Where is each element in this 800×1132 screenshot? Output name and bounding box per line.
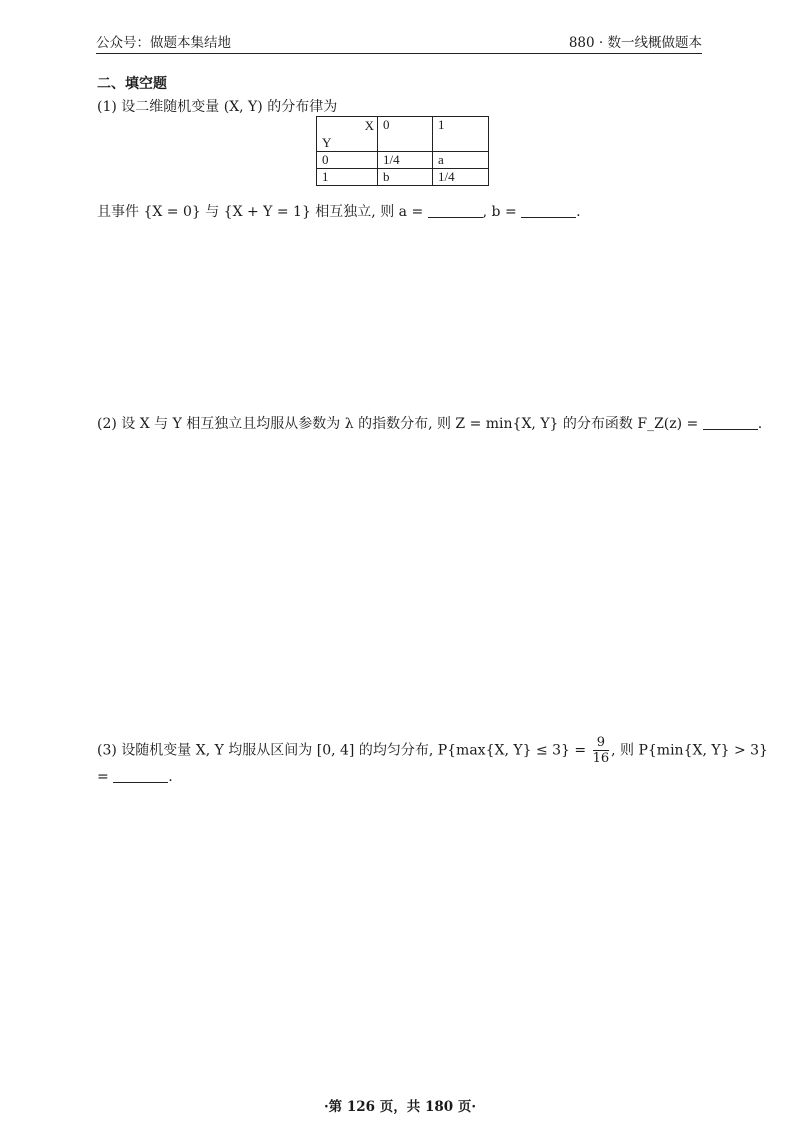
table-row-header: 1 xyxy=(317,169,378,186)
answer-blank-a[interactable] xyxy=(428,203,483,218)
section-title: 二、填空题 xyxy=(97,76,167,92)
q1-mid: , b = xyxy=(482,204,517,220)
table-cell: b xyxy=(378,169,433,186)
table-row-header: 0 xyxy=(317,152,378,169)
table-row xyxy=(317,152,489,169)
q1-stem: (1) 设二维随机变量 (X, Y) 的分布律为 xyxy=(97,99,338,115)
q3-line xyxy=(97,735,768,766)
page-footer: ·第 126 页，共 180 页· xyxy=(323,1099,477,1115)
header-source: 公众号：做题本集结地 xyxy=(96,35,231,51)
q2-text: (2) 设 X 与 Y 相互独立且均服从参数为 λ 的指数分布, 则 Z = min{X, Y} 的分布函数 F_Z(z) = xyxy=(97,416,699,432)
q2-end: . xyxy=(757,416,763,432)
q1-condition-line xyxy=(97,203,581,221)
answer-blank-fz[interactable] xyxy=(703,415,758,430)
q3-end: . xyxy=(168,769,173,785)
answer-blank-min[interactable] xyxy=(113,768,168,783)
fraction xyxy=(593,735,610,766)
q3-text-a: (3) 设随机变量 X, Y 均服从区间为 [0, 4] 的均匀分布, P{max{X, Y} ≤ 3} = xyxy=(97,742,587,759)
header-book-title: 880 · 数一线概做题本 xyxy=(568,35,702,51)
table-col-header: 0 xyxy=(378,117,433,152)
page-header xyxy=(96,35,702,54)
table-header-row xyxy=(317,117,489,152)
q3-line-2 xyxy=(97,768,173,786)
q3-text-b: , 则 P{min{X, Y} > 3} xyxy=(611,742,768,759)
fraction-numerator: 9 xyxy=(593,735,610,751)
answer-blank-b[interactable] xyxy=(521,203,576,218)
q3-equals: = xyxy=(97,769,109,785)
table-corner-cell xyxy=(317,117,378,152)
q1-end: . xyxy=(576,204,581,220)
table-header-x: X xyxy=(364,118,374,133)
table-header-y: Y xyxy=(322,135,332,150)
table-cell: 1/4 xyxy=(378,152,433,169)
table-cell: 1/4 xyxy=(433,169,489,186)
fraction-denominator: 16 xyxy=(592,751,610,766)
table-col-header: 1 xyxy=(433,117,489,152)
q2-line xyxy=(97,415,762,433)
table-cell: a xyxy=(433,152,489,169)
distribution-table xyxy=(316,116,489,186)
q1-condition: 且事件 {X = 0} 与 {X + Y = 1} 相互独立, 则 a = xyxy=(97,204,424,220)
table-row xyxy=(317,169,489,186)
